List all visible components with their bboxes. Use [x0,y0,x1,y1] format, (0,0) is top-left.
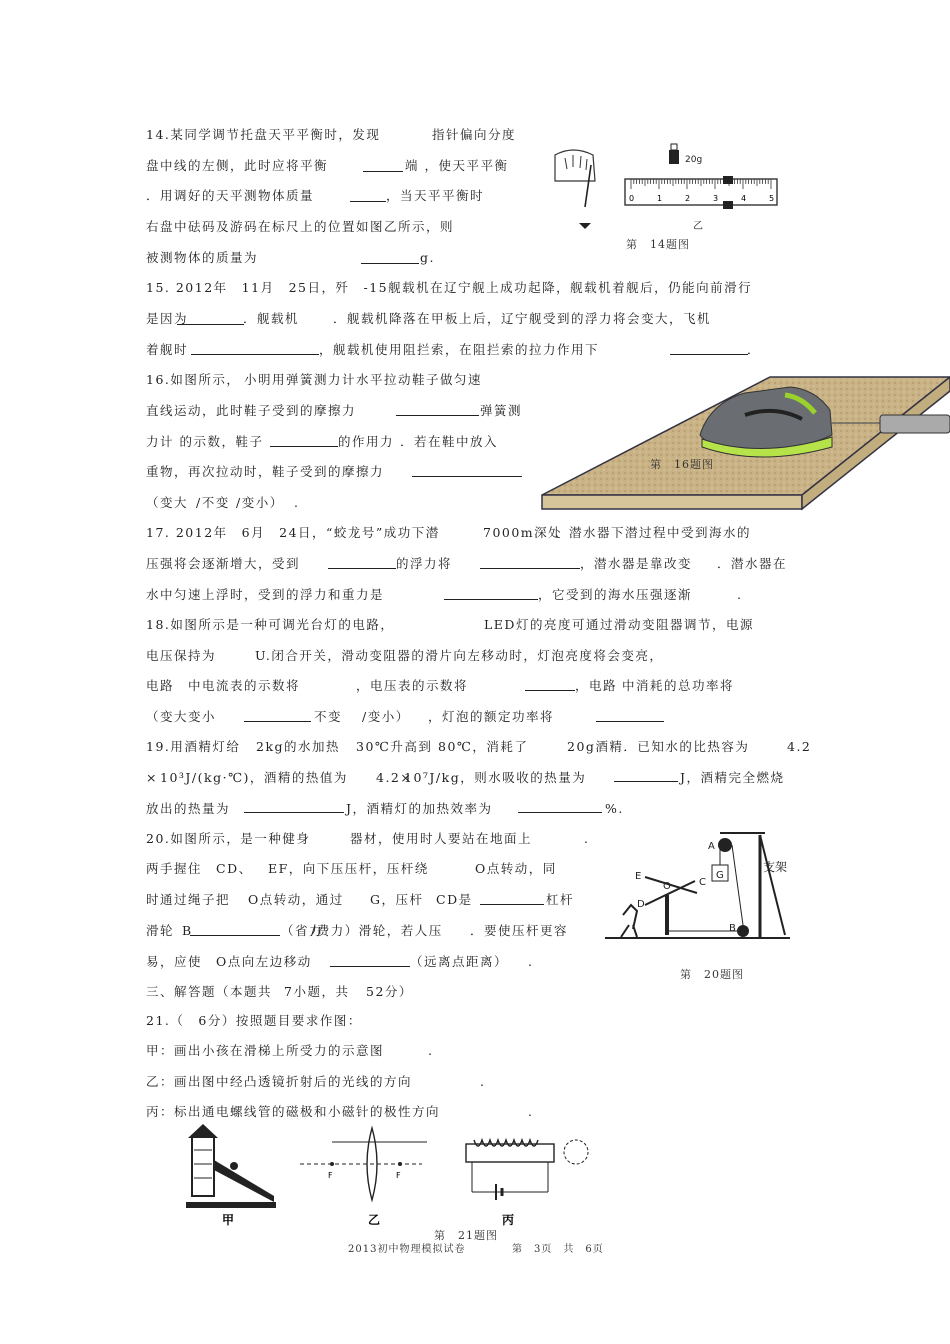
ruler-tick-label: 3 [713,194,719,203]
answer-blank[interactable] [480,568,580,569]
answer-blank[interactable] [444,599,538,600]
question-line-q20a-part2: 器材，使用时人要站在地面上 [350,831,533,846]
answer-blank[interactable] [330,966,410,967]
ruler-tick-label: 2 [685,194,691,203]
answer-blank[interactable] [270,446,338,447]
question-line-q20d-part3: （省力 [281,923,324,938]
question-line-q18d-part2: 不变 [314,709,343,724]
question-line-q15c: 着舰时 [146,342,189,357]
question-line-q16b: 直线运动，此时鞋子受到的摩擦力 [146,403,357,418]
question-line-q14b: 盘中线的左侧，此时应将平衡 [146,158,329,173]
question-line-q20e: 易，应使 [146,954,203,969]
question-line-q14a: 14.某同学调节托盘天平平衡时，发现 [146,127,381,142]
question-line-q16d: 重物，再次拉动时，鞋子受到的摩擦力 [146,464,385,479]
answer-blank[interactable] [518,812,602,813]
answer-blank[interactable] [596,721,664,722]
answer-blank[interactable] [363,171,403,172]
label-bing: 丙 [502,1213,515,1227]
question-line-q14e-part2: g. [420,250,435,265]
figure-21-caption: 第 21题图 [434,1229,498,1242]
lens-diagram [300,1128,427,1227]
ruler-tick-label: 5 [769,194,775,203]
question-line-q20b: 两手握住 [146,861,203,876]
question-line-q14c: ．用调好的天平测物体质量 [146,188,315,203]
question-line-q19a: 19.用酒精灯给 [146,739,241,754]
label-c: C [699,877,706,888]
question-line-q17b: 压强将会逐渐增大，受到 [146,556,301,571]
figure-14-caption: 第 14题图 [626,238,690,251]
question-line-q18d-part4: ，灯泡的额定功率将 [428,709,555,724]
label-d: D [637,899,645,910]
question-line-q18c-part2: ，电压表的示数将 [356,678,469,693]
question-line-q19b-part3: 4.2× [376,770,413,785]
answer-blank[interactable] [361,263,419,264]
label-e: E [635,871,642,882]
question-line-q20d: 滑轮 [146,923,175,938]
question-line-q15b-part2: ．舰载机 [243,311,300,326]
question-line-q14c-part2: ，当天平平衡时 [386,188,485,203]
solenoid-diagram [466,1140,588,1227]
label-jia: 甲 [222,1213,235,1227]
question-line-q19c: 放出的热量为 [146,801,231,816]
answer-blank[interactable] [525,690,575,691]
question-line-q20c: 时通过绳子把 [146,892,231,907]
question-line-q20a-part3: . [584,831,590,846]
question-line-q21b-part2: . [428,1043,434,1058]
balance-pointer-dial [555,150,595,229]
question-line-q18c: 电路 中电流表的示数将 [146,678,301,693]
question-line-q16e-part3: /变小） [236,495,284,510]
question-line-q20d-part2: B [182,923,193,938]
question-line-q14e: 被测物体的质量为 [146,250,259,265]
answer-blank[interactable] [244,812,344,813]
question-line-q21c-part2: . [480,1074,486,1089]
question-line-q20d-part5: ．要使压杆更容 [470,923,569,938]
answer-blank[interactable] [614,781,678,782]
ruler-label: 乙 [693,221,703,232]
question-line-q19b-part4: 10⁷J/kg，则水吸收的热量为 [404,770,587,785]
question-line-q20f-part2: 7小题，共 [284,984,350,999]
question-line-q21c: 乙：画出图中经凸透镜折射后的光线的方向 [146,1074,413,1089]
question-line-q20e-part2: O点向左边移动 [216,954,312,969]
question-line-q20b-part4: O点转动，同 [475,861,557,876]
question-line-q20e-part4: . [528,954,534,969]
slide-diagram [186,1124,276,1227]
question-line-q20c-part5: 杠杆 [546,892,575,907]
question-line-q21a: 21.（ 6分）按照题目要求作图： [146,1013,362,1028]
footer-page: 第 3页 共 6页 [512,1244,604,1255]
question-line-q19a-part4: 80℃，消耗了 [438,739,529,754]
question-line-q15b: 是因为 [146,311,189,326]
figure-21-diagrams [182,1120,602,1230]
label-yi: 乙 [368,1213,381,1227]
question-line-q18b-part2: U.闭合开关，滑动变阻器的滑片向左移动时，灯泡亮度将会变亮， [255,648,664,663]
answer-blank[interactable] [350,201,386,202]
lens-f-left: F [328,1171,333,1180]
question-line-q16e-part2: /不变 [196,495,230,510]
label-g: G [716,870,724,881]
answer-blank[interactable] [244,721,311,722]
question-line-q18a: 18.如图所示是一种可调光台灯的电路， [146,617,395,632]
question-line-q18d-part3: /变小） [362,709,410,724]
question-line-q17c: 水中匀速上浮时，受到的浮力和重力是 [146,587,385,602]
label-b: B [729,923,736,934]
answer-blank[interactable] [190,935,280,936]
question-line-q18d: （变大变小 [146,709,217,724]
question-line-q17a: 17. 2012年 6月 24日，“蛟龙号”成功下潜 [146,525,440,540]
answer-blank[interactable] [396,415,479,416]
question-line-q16c-part3: ．若在鞋中放入 [400,434,499,449]
question-line-q16c: 力计 的示数，鞋子 [146,434,264,449]
question-line-q14b-part2: 端 ，使天平平衡 [405,158,509,173]
question-line-q20c-part4: CD是 [436,892,473,907]
question-line-q20b-part2: CD、 [216,861,253,876]
question-line-q19a-part3: 30℃升高到 [356,739,433,754]
ruler-with-rider [625,144,777,232]
figure-16-caption: 第 16题图 [650,458,714,471]
lens-f-right: F [396,1171,401,1180]
question-line-q16c-part2: 的作用力 [338,434,395,449]
ruler-tick-label: 4 [741,194,747,203]
answer-blank[interactable] [191,354,319,355]
label-o: O [663,881,671,892]
ruler-tick-label: 1 [657,194,663,203]
question-line-q18c-part3: ，电路 [575,678,618,693]
question-line-q15c-part3: ． [747,342,762,357]
question-line-q21d: 丙：标出通电螺线管的磁极和小磁针的极性方向 [146,1104,441,1119]
question-line-q20d-part4: /费力）滑轮，若人压 [311,923,443,938]
question-line-q20f-part3: 52分） [366,984,413,999]
question-line-q17a-part2: 7000m深处 [483,525,563,540]
question-line-q21b: 甲：画出小孩在滑梯上所受力的示意图 [146,1043,385,1058]
label-a: A [708,841,715,852]
question-line-q20a: 20.如图所示，是一种健身 [146,831,311,846]
question-line-q15b-part3: ．舰载机降落在甲板上后，辽宁舰受到的浮力将会变大，飞机 [333,311,712,326]
question-line-q19a-part6: 4.2 [787,739,812,754]
question-line-q19a-part2: 2kg的水加热 [256,739,341,754]
question-line-q20c-part3: G，压杆 [370,892,424,907]
figure-20-caption: 第 20题图 [680,968,744,981]
question-line-q17c-part2: ，它受到的海水压强逐渐 [538,587,693,602]
question-line-q17a-part3: ．潜水器下潜过程中受到海水的 [555,525,752,540]
question-line-q20f: 三、解答题（本题共 [146,984,273,999]
question-line-q19c-part2: J，酒精灯的加热效率为 [346,801,493,816]
question-line-q19b-part2: 10³J/(kg·℃)，酒精的热值为 [160,770,348,785]
question-line-q18a-part2: LED灯的亮度可通过滑动变阻器调节，电源 [484,617,754,632]
question-line-q20c-part2: O点转动，通过 [248,892,344,907]
question-line-q15c-part2: ，舰载机使用阻拦索，在阻拦索的拉力作用下 [319,342,600,357]
footer-title: 2013初中物理模拟试卷 [348,1244,466,1255]
answer-blank[interactable] [328,568,396,569]
balance-figure [545,125,785,235]
question-line-q20e-part3: （远离点距离） [410,954,509,969]
answer-blank[interactable] [480,904,544,905]
question-line-q19c-part3: %. [605,801,624,816]
question-line-q20b-part3: EF，向下压压杆，压杆绕 [268,861,429,876]
question-line-q19b-part5: J，酒精完全燃烧 [680,770,785,785]
weight-label: 20g [685,155,703,165]
question-line-q17b-part4: ．潜水器在 [717,556,788,571]
question-line-q16b-part2: 弹簧测 [480,403,523,418]
question-line-q16a-part2: 小明用弹簧测力计水平拉动鞋子做匀速 [244,372,483,387]
answer-blank[interactable] [412,476,522,477]
question-line-q19b: × [146,770,158,785]
question-line-q15a: 15. 2012年 11月 25日，歼 -15舰载机在辽宁舰上成功起降，舰载机着舰后，仍能向前滑行 [146,280,753,295]
shoe-on-board-figure [540,375,950,515]
question-line-q21d-part2: . [528,1104,534,1119]
question-line-q16e-part4: . [294,495,300,510]
lever-pulley-figure [605,825,790,950]
question-line-q19a-part5: 20g酒精．已知水的比热容为 [567,739,750,754]
question-line-q17b-part2: 的浮力将 [396,556,453,571]
question-line-q18c-part4: 中消耗的总功率将 [622,678,735,693]
shoe-image [700,387,832,457]
support-label: 支架 [763,860,788,874]
ruler-tick-label: 0 [629,194,635,203]
answer-blank[interactable] [177,324,244,325]
question-line-q14a-part2: 指针偏向分度 [432,127,517,142]
question-line-q18b: 电压保持为 [146,648,217,663]
answer-blank[interactable] [670,354,748,355]
question-line-q17c-part3: . [737,587,743,602]
question-line-q17b-part3: ，潜水器是靠改变 [580,556,693,571]
question-line-q14d: 右盘中砝码及游码在标尺上的位置如图乙所示，则 [146,219,455,234]
question-line-q16a: 16.如图所示， [146,372,241,387]
question-line-q16e: （变大 [146,495,189,510]
